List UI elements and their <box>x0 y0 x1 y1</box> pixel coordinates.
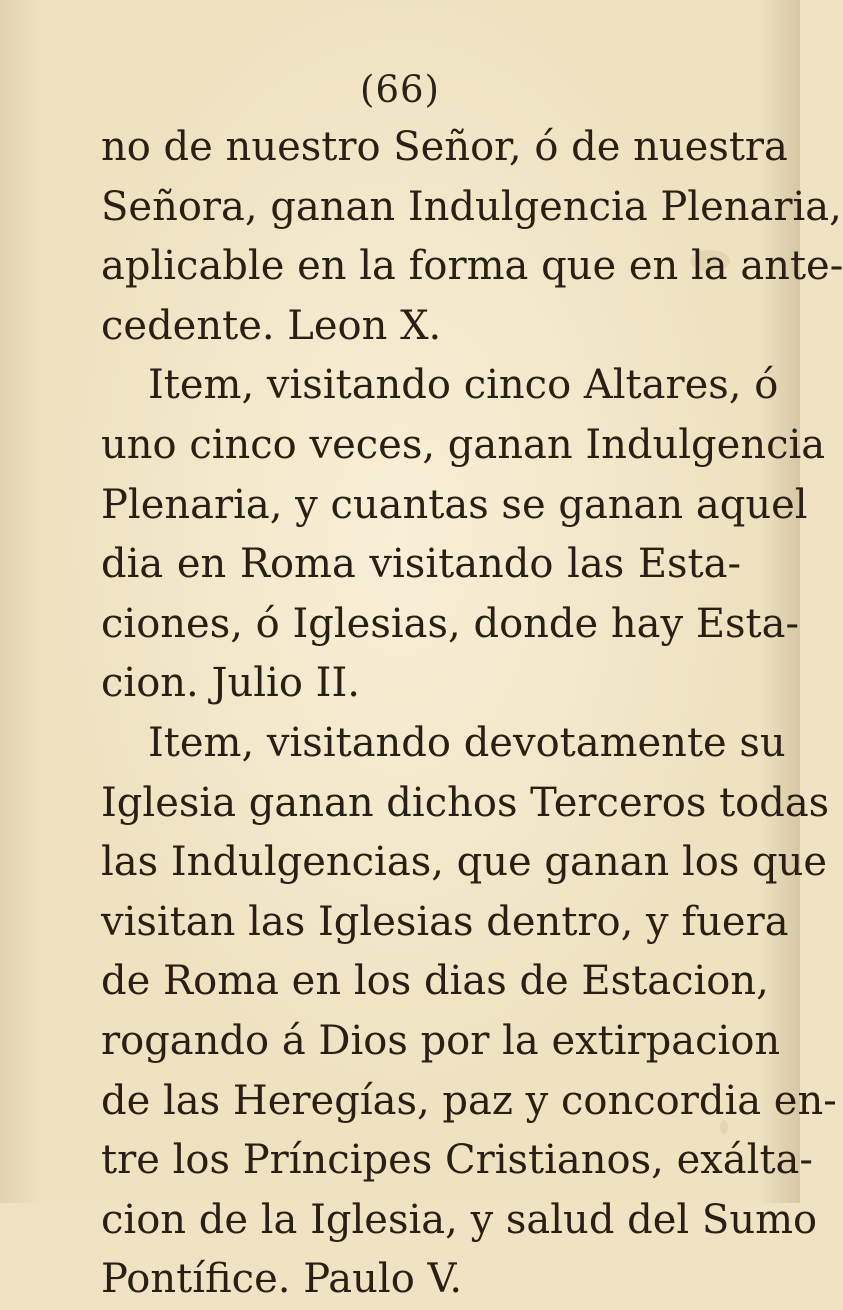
text-line: Iglesia ganan dichos Terceros todas <box>101 779 830 826</box>
text-line: Señora, ganan Indulgencia Plenaria, <box>101 183 842 230</box>
text-line: cedente. Leon X. <box>101 302 442 349</box>
body-text <box>101 118 843 1310</box>
page-number: (66) <box>360 68 440 111</box>
text-line: rogando á Dios por la extirpacion <box>101 1017 781 1064</box>
text-line: Plenaria, y cuantas se ganan aquel <box>101 481 808 528</box>
text-line: dia en Roma visitando las Esta- <box>101 541 741 588</box>
text-line: tre los Príncipes Cristianos, exálta- <box>101 1137 813 1184</box>
text-line: las Indulgencias, que ganan los que <box>101 839 828 886</box>
text-line: ciones, ó Iglesias, donde hay Esta- <box>101 600 799 647</box>
paragraph-start-line: Item, visitando cinco Altares, ó <box>148 362 779 409</box>
text-line: no de nuestro Señor, ó de nuestra <box>101 124 788 170</box>
text-line: uno cinco veces, ganan Indulgencia <box>101 421 826 468</box>
text-line: de Roma en los dias de Estacion, <box>101 958 769 1005</box>
text-line: Pontífice. Paulo V. <box>101 1256 463 1303</box>
text-line: de las Heregías, paz y concordia en- <box>101 1077 837 1124</box>
text-line: cion de la Iglesia, y salud del Sumo <box>101 1196 818 1243</box>
text-line: visitan las Iglesias dentro, y fuera <box>101 898 789 945</box>
text-line: cion. Julio II. <box>101 660 360 707</box>
text-line: aplicable en la forma que en la ante- <box>101 243 843 290</box>
paragraph-start-line: Item, visitando devotamente su <box>148 719 786 766</box>
